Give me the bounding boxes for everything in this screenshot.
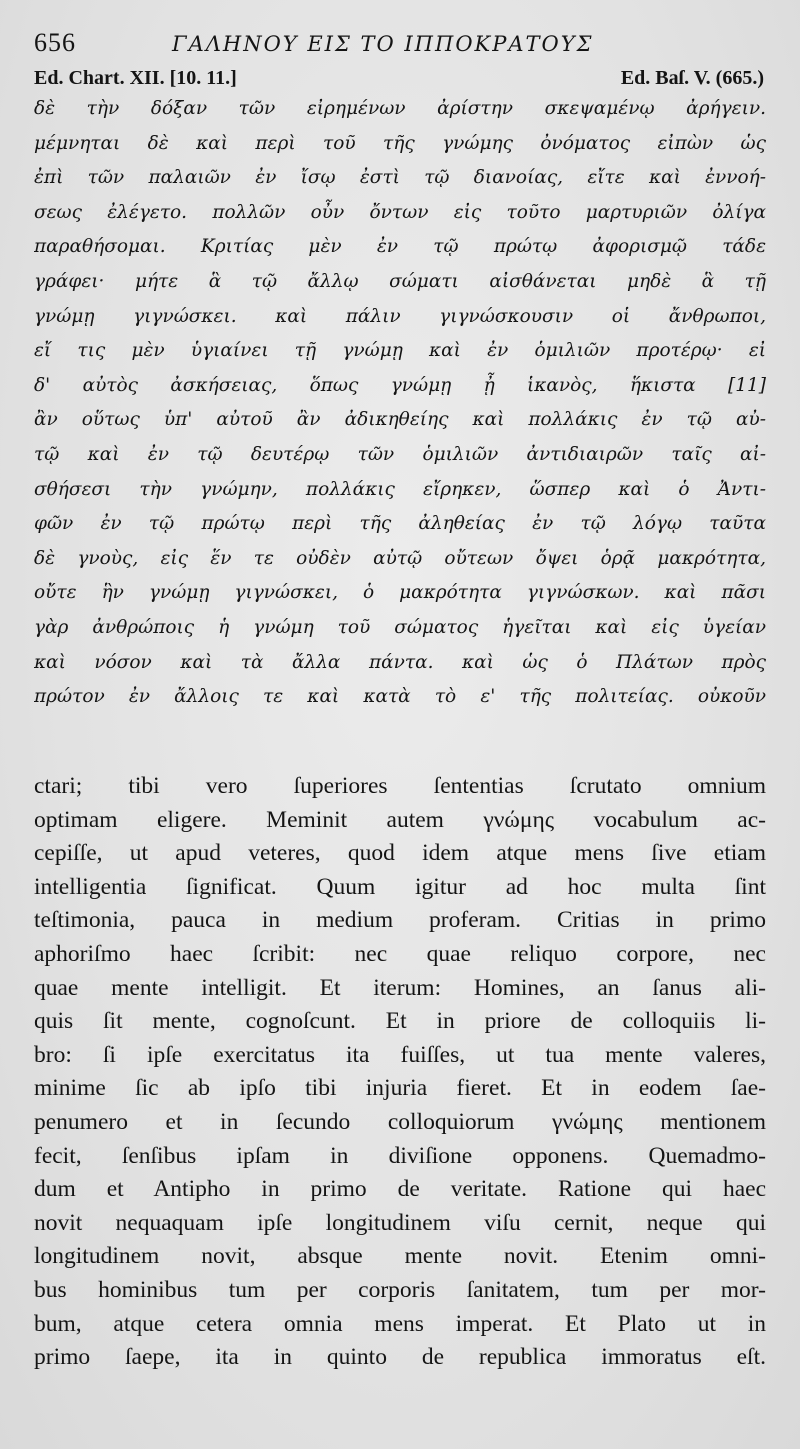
- greek-text-line: οὔτε ἣν γνώμῃ γιγνώσκει, ὁ μακρότητα γιγνώσκων. καὶ πᾶσι: [34, 582, 766, 604]
- page-header: [34, 28, 774, 68]
- latin-text-line: quis ſit mente, cognoſcunt. Et in priore de colloquiis li-: [34, 1008, 766, 1035]
- edition-chartier-reference: Ed. Chart. XII. [10. 11.]: [34, 67, 237, 89]
- latin-text-line: minime ſic ab ipſo tibi injuria fieret. Et in eodem ſae-: [34, 1075, 766, 1102]
- greek-text-line: εἴ τις μὲν ὑγιαίνει τῇ γνώμῃ καὶ ἐν ὁμιλιῶν προτέρῳ· εἰ: [34, 340, 766, 362]
- greek-text-line: μέμνηται δὲ καὶ περὶ τοῦ τῆς γνώμης ὀνόματος εἰπὼν ὡς: [34, 132, 766, 154]
- greek-text-line: καὶ νόσον καὶ τὰ ἄλλα πάντα. καὶ ὡς ὁ Πλάτων πρὸς: [34, 651, 766, 673]
- greek-text-line: πρώτον ἐν ἄλλοις τε καὶ κατὰ τὸ ε' τῆς πολιτείας. οὐκοῦν: [34, 686, 766, 708]
- latin-text-line: dum et Antipho in primo de veritate. Ratione qui haec: [34, 1176, 766, 1203]
- latin-text-line: quae mente intelligit. Et iterum: Homines, an ſanus ali-: [34, 974, 766, 1001]
- greek-text-line: τῷ καὶ ἐν τῷ δευτέρῳ τῶν ὁμιλιῶν ἀντιδιαιρῶν ταῖς αἰ-: [34, 443, 766, 465]
- greek-text-line: δ' αὐτὸς ἀσκήσειας, ὅπως γνώμῃ ᾖ ἱκανὸς, ἥκιστα [11]: [34, 374, 766, 396]
- latin-text-line: penumero et in ſecundo colloquiorum γνώμης mentionem: [34, 1108, 766, 1135]
- latin-text-line: cepiſſe, ut apud veteres, quod idem atque mens ſive etiam: [34, 840, 766, 867]
- latin-text-line: novit nequaquam ipſe longitudinem viſu cernit, neque qui: [34, 1209, 766, 1236]
- latin-text-line: ctari; tibi vero ſuperiores ſententias ſcrutato omnium: [34, 773, 766, 799]
- greek-text-line: φῶν ἐν τῷ πρώτῳ περὶ τῆς ἀληθείας ἐν τῷ λόγῳ ταῦτα: [34, 513, 766, 535]
- greek-text-line: δὲ γνοὺς, εἰς ἕν τε οὐδὲν αὐτῷ οὔτεων ὄψει ὁρᾷ μακρότητα,: [34, 547, 766, 569]
- latin-text-line: bum, atque cetera omnia mens imperat. Et Plato ut in: [34, 1310, 766, 1337]
- page-number: 656: [34, 28, 76, 57]
- greek-text-line: γράφει· μήτε ἃ τῷ ἄλλῳ σώματι αἰσθάνεται μηδὲ ἃ τῇ: [34, 270, 766, 292]
- greek-text-line: γνώμῃ γιγνώσκει. καὶ πάλιν γιγνώσκουσιν οἱ ἄνθρωποι,: [34, 305, 766, 327]
- latin-text-line: bro: ſi ipſe exercitatus ita fuiſſes, ut tua mente valeres,: [34, 1041, 766, 1068]
- greek-text-line: ἂν οὕτως ὑπ' αὐτοῦ ἂν ἀδικηθείης καὶ πολλάκις ἐν τῷ αὐ-: [34, 409, 766, 431]
- latin-text-line: longitudinem novit, absque mente novit. Etenim omni-: [34, 1243, 766, 1270]
- greek-text-line: σεως ἐλέγετο. πολλῶν οὖν ὄντων εἰς τοῦτο μαρτυριῶν ὀλίγα: [34, 201, 766, 223]
- greek-text-line: σθήσεσι τὴν γνώμην, πολλάκις εἴρηκεν, ὥσπερ καὶ ὁ Ἀντι-: [34, 478, 766, 500]
- latin-text-line: bus hominibus tum per corporis ſanitatem, tum per mor-: [34, 1276, 766, 1303]
- greek-text-line: γὰρ ἀνθρώποις ἡ γνώμη τοῦ σώματος ἡγεῖται καὶ εἰς ὑγείαν: [34, 616, 766, 638]
- latin-text-line: aphoriſmo haec ſcribit: nec quae reliquo corpore, nec: [34, 940, 766, 967]
- greek-text-line: ἐπὶ τῶν παλαιῶν ἐν ἴσῳ ἐστὶ τῷ διανοίας, εἴτε καὶ ἐννοή-: [34, 167, 766, 189]
- greek-text-line: δὲ τὴν δόξαν τῶν εἰρημένων ἀρίστην σκεψαμένῳ ἀρήγειν.: [34, 98, 766, 119]
- latin-text-line: fecit, ſenſibus ipſam in diviſione opponens. Quemadmo-: [34, 1142, 766, 1169]
- greek-text-block: [34, 92, 766, 715]
- latin-text-line: optimam eligere. Meminit autem γνώμης vocabulum ac-: [34, 806, 766, 833]
- running-title: ΓΑΛΗΝΟΥ ΕΙΣ ΤΟ ΙΠΠΟΚΡΑΤΟΥΣ: [172, 32, 594, 56]
- greek-text-line: παραθήσομαι. Κριτίας μὲν ἐν τῷ πρώτῳ ἀφορισμῷ τάδε: [34, 236, 766, 258]
- latin-text-line: primo ſaepe, ita in quinto de republica immoratus eſt.: [34, 1344, 766, 1371]
- edition-basel-reference: Ed. Baſ. V. (665.): [620, 67, 764, 89]
- latin-text-block: [34, 770, 766, 1375]
- latin-text-line: teſtimonia, pauca in medium proferam. Critias in primo: [34, 907, 766, 934]
- latin-text-line: intelligentia ſignificat. Quum igitur ad hoc multa ſint: [34, 873, 766, 900]
